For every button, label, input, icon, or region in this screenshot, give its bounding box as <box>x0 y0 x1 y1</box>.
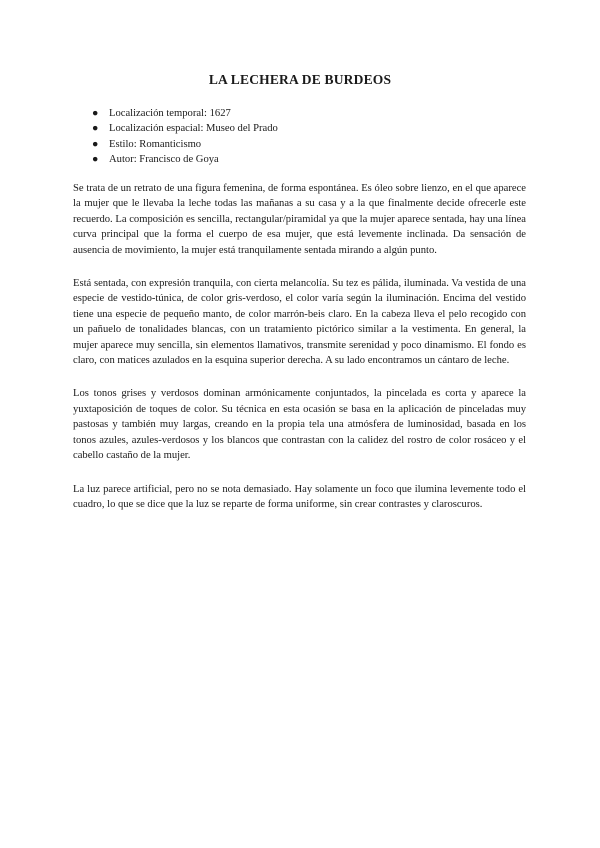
fact-text: Localización espacial: Museo del Prado <box>109 123 278 135</box>
fact-item-location <box>92 121 512 136</box>
bullet-icon: ● <box>92 108 99 119</box>
document-body <box>73 181 526 530</box>
bullet-icon: ● <box>92 138 99 150</box>
fact-text: Estilo: Romanticismo <box>109 138 202 150</box>
facts-list <box>92 106 512 167</box>
document-title: LA LECHERA DE BURDEOS <box>208 72 392 87</box>
fact-item-style <box>92 137 512 152</box>
bullet-icon: ● <box>92 153 99 165</box>
fact-text: Autor: Francisco de Goya <box>109 153 219 165</box>
paragraph-lighting: La luz parece artificial, pero no se nota demasiado. Hay solamente un foco que ilumina levemente todo el cuadro, lo que se dice que la luz se reparte de forma uniforme, sin crear contrastes y claroscuros. <box>73 483 526 510</box>
paragraph-composition: Se trata de un retrato de una figura femenina, de forma espontánea. Es óleo sobre lienzo, en el que aparece la mujer que le llevaba la leche todas las mañanas a su casa y a la que finalmente decide ofrecerle este recuerdo. La composición es sencilla, rectangular/piramidal ya que la mujer aparece sentada, hay una línea curva principal que la forma el cuerpo de esa mujer, que está levemente inclinada. Da sensación de ausencia de movimiento, la mujer está tranquilamente sentada mirando a algún punto. <box>73 183 526 256</box>
paragraph-description: Está sentada, con expresión tranquila, con cierta melancolía. Su tez es pálida, iluminada. Va vestida de una especie de vestido-túnica, de color gris-verdoso, el color varía según la iluminación. Encima del vestido tiene una especie de pequeño manto, de color marrón-beis claro. En la cabeza lleva el pelo recogido con un pañuelo de tonalidades blancas, con un tratamiento pictórico similar a la vestimenta. En general, la mujer aparece muy sencilla, sin elementos llamativos, transmite serenidad y poco dinamismo. El fondo es claro, con matices azulados en la esquina superior derecha. A su lado encontramos un cántaro de leche. <box>73 278 526 367</box>
paragraph-color-technique: Los tonos grises y verdosos dominan armónicamente conjuntados, la pincelada es corta y aparece la yuxtaposición de toques de color. Su técnica en esta ocasión se basa en la aplicación de pinceladas muy pastosas y también muy largas, creando en la propia tela una atmósfera de luminosidad, basada en los tonos azules, azules-verdosos y los blancos que contrastan con la calidez del rostro de color rosáceo y el cabello castaño de la mujer. <box>73 388 526 462</box>
bullet-icon: ● <box>92 123 99 135</box>
fact-item-author <box>92 152 512 167</box>
fact-item-date <box>92 106 512 121</box>
fact-text: Localización temporal: 1627 <box>109 108 231 119</box>
